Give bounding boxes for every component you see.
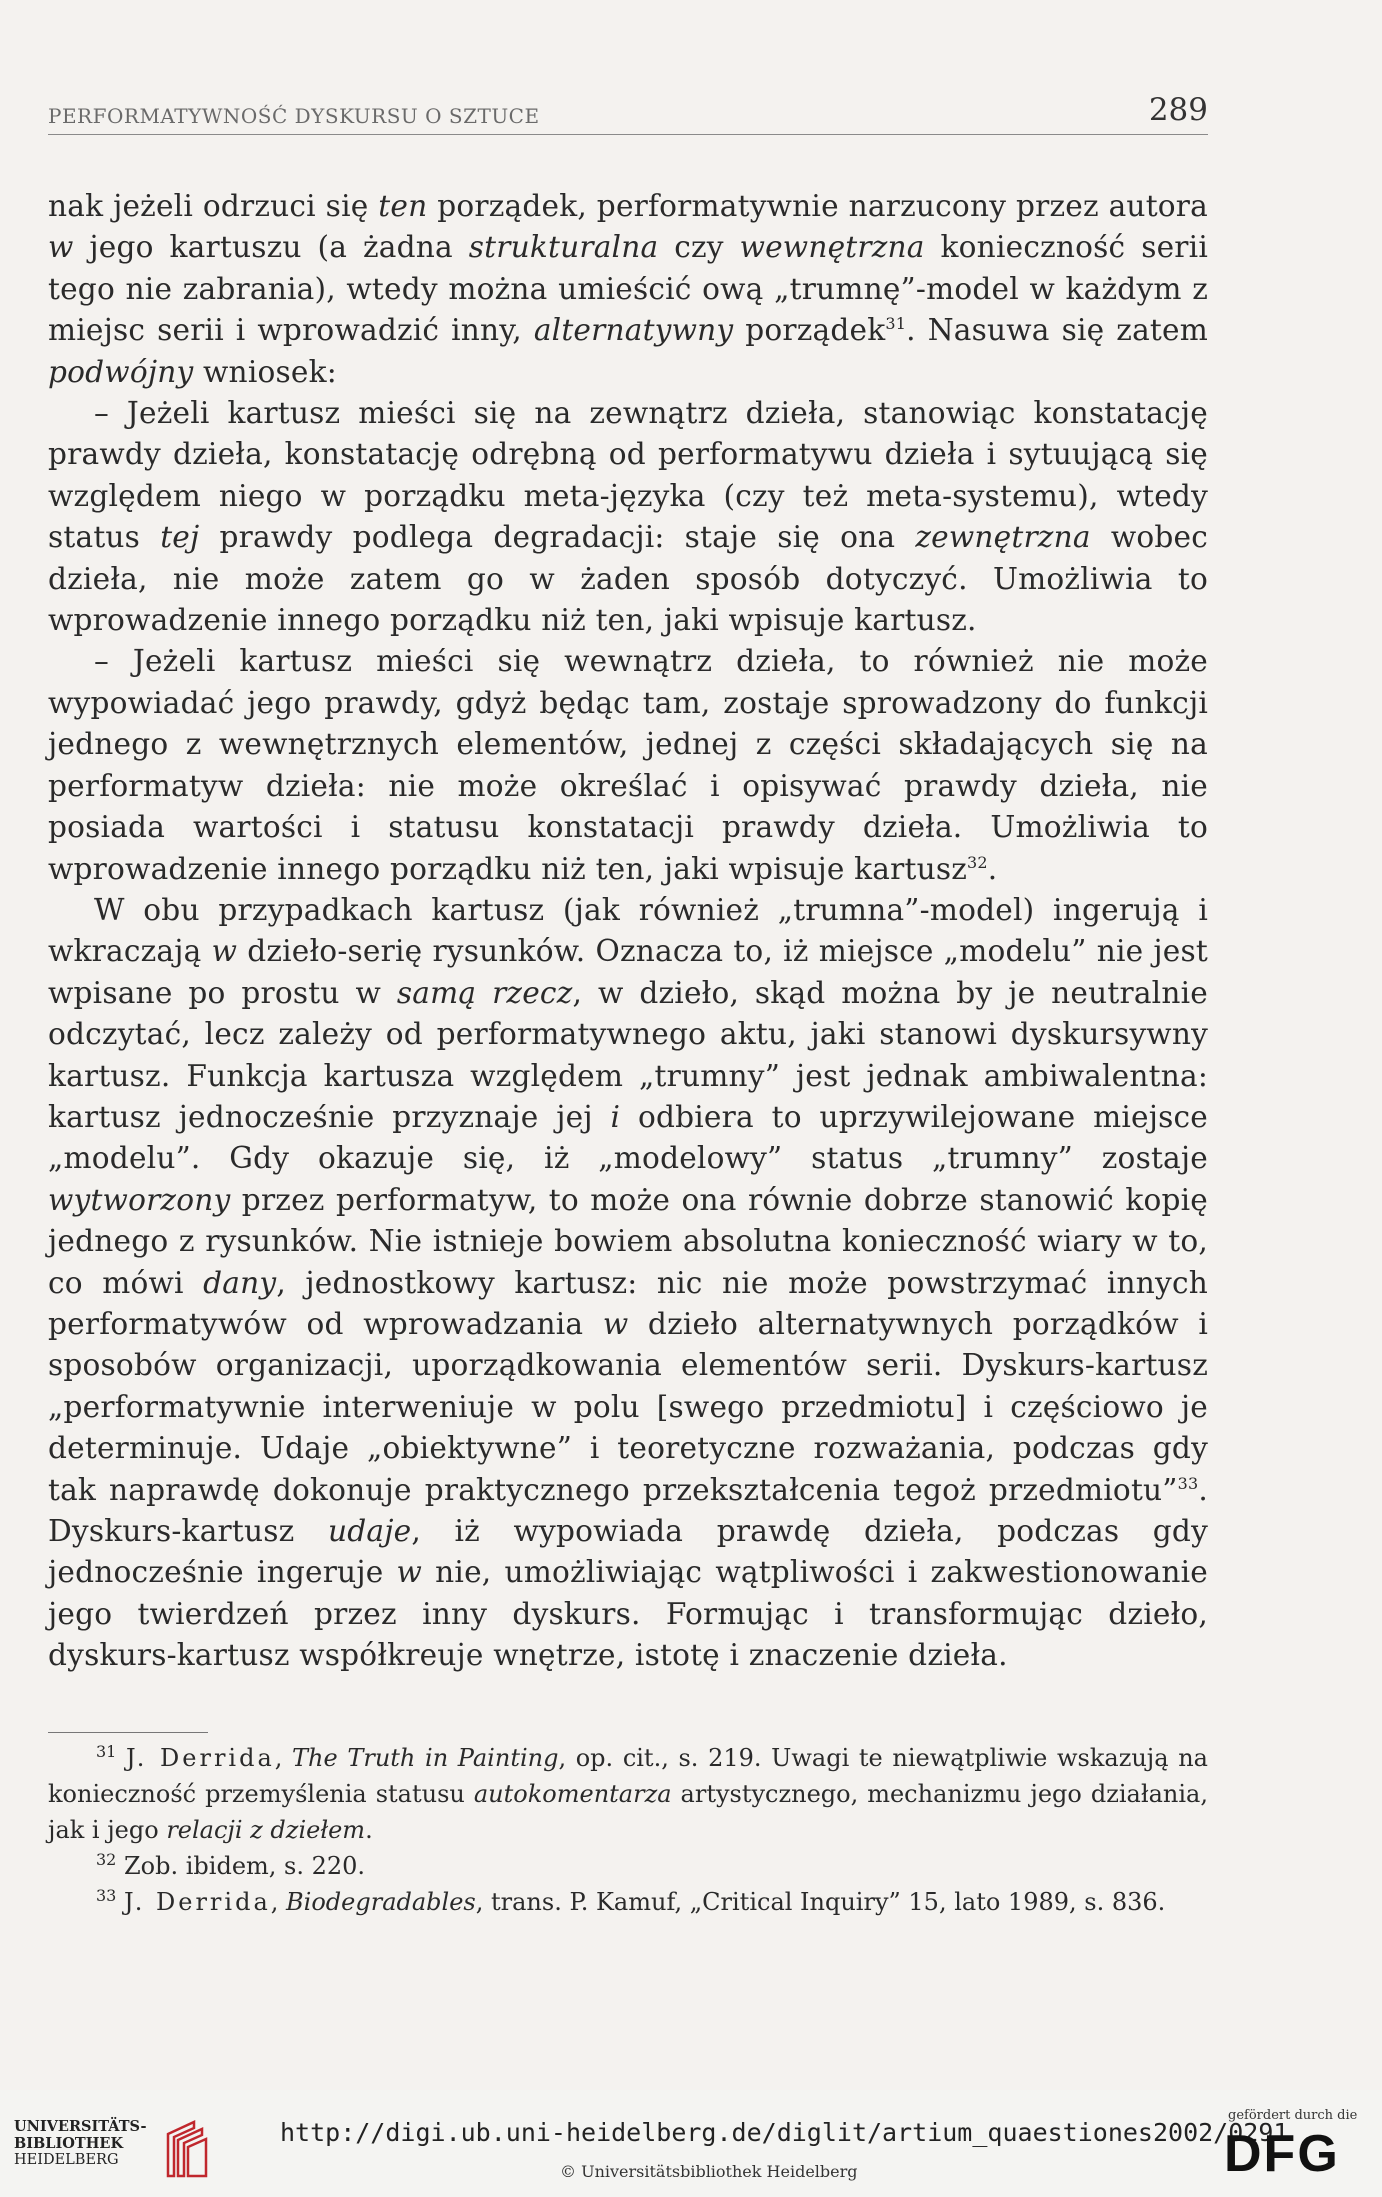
page-number: 289 <box>1148 92 1208 128</box>
library-name-line1: UNIVERSITÄTS- <box>14 2118 147 2135</box>
footnote-31: $^{31}$ J. Derrida, The Truth in Painting, op. cit., s. 219. Uwagi te niewątpliwie wskazują na konieczność przemyślenia statusu autokomentarza artystycznego, mechanizmu jego działania, jak i jego relacji z dziełem. <box>48 1742 1208 1844</box>
dfg-logo[interactable]: DFG <box>1224 2125 1340 2183</box>
library-name-line3: HEIDELBERG <box>14 2152 119 2168</box>
footnote-ref-32[interactable]: 32 <box>967 852 988 872</box>
copyright-notice: © Universitätsbibliothek Heidelberg <box>560 2162 858 2181</box>
library-emblem-icon <box>164 2120 208 2178</box>
library-name-line2: BIBLIOTHEK <box>14 2135 124 2152</box>
running-head <box>48 92 1208 135</box>
footnote-32: $^{32}$ Zob. ibidem, s. 220. <box>96 1850 366 1880</box>
permalink-url[interactable]: http://digi.ub.uni-heidelberg.de/diglit/artium_quaestiones2002/0291 <box>280 2118 1289 2147</box>
footnote-33: $^{33}$ J. Derrida, Biodegradables, trans. P. Kamuf, „Critical Inquiry” 15, lato 1989, s. 836. <box>96 1886 1166 1916</box>
running-title: PERFORMATYWNOŚĆ DYSKURSU O SZTUCE <box>48 104 540 128</box>
paragraph-3: – Jeżeli kartusz mieści się wewnątrz dzieła, to również nie może wypowiadać jego prawdy, gdyż będąc tam, zostaje sprowadzony do funkcji jednego z wewnętrznych elementów, jednej z części składających się na performatyw dzieła: nie może określać i opisywać prawdy dzieła, nie posiada wartości i statusu konstatacji prawdy dzieła. Umożliwia to wprowadzenie innego porządku niż ten, jaki wpisuje kartusz$^{32}$. <box>48 644 1208 886</box>
footnote-divider <box>48 1732 208 1733</box>
body-text <box>48 186 1208 1677</box>
footnotes <box>48 1740 1208 1920</box>
footnote-ref-31[interactable]: 31 <box>885 314 907 334</box>
paragraph-4: W obu przypadkach kartusz (jak również „trumna”-model) ingerują i wkraczają w dzieło-serię rysunków. Oznacza to, iż miejsce „modelu” nie jest wpisane po prostu w samą rzecz, w dzieło, skąd można by je neutralnie odczytać, lecz zależy od performatywnego aktu, jaki stanowi dyskursywny kartusz. Funkcja kartusza względem „trumny” jest jednak ambiwalentna: kartusz jednocześnie przyznaje jej i odbiera to uprzywilejowane miejsce „modelu”. Gdy okazuje się, iż „modelowy” status „trumny” zostaje wytworzony przez performatyw, to może ona równie dobrze stanowić kopię jednego z rysunków. Nie istnieje bowiem absolutna konieczność wiary w to, co mówi dany, jednostkowy kartusz: nic nie może powstrzymać innych performatywów od wprowadzania w dzieło alternatywnych porządków i sposobów organizacji, uporządkowania elementów serii. Dyskurs-kartusz „performatywnie interweniuje w polu [swego przedmiotu] i częściowo je determinuje. Udaje „obiektywne” i teoretyczne rozważania, podczas gdy tak naprawdę dokonuje praktycznego przekształcenia tegoż przedmiotu”$^{33}$. Dyskurs-kartusz udaje, iż wypowiada prawdę dzieła, podczas gdy jednocześnie ingeruje w nie, umożliwiając wątpliwości i zakwestionowanie jego twierdzeń przez inny dyskurs. Formując i transformując dzieło, dyskurs-kartusz współkreuje wnętrze, istotę i znaczenie dzieła. <box>48 892 1208 1673</box>
footnote-ref-33[interactable]: 33 <box>1177 1473 1199 1493</box>
paragraph-2: – Jeżeli kartusz mieści się na zewnątrz dzieła, stanowiąc konstatację prawdy dzieła, konstatację odrębną od performatywu dzieła i sytuującą się względem niego w porządku meta-języka (czy też meta-systemu), wtedy status tej prawdy podlega degradacji: staje się ona zewnętrzna wobec dzieła, nie może zatem go w żaden sposób dotyczyć. Umożliwia to wprowadzenie innego porządku niż ten, jaki wpisuje kartusz. <box>48 396 1209 638</box>
library-logo[interactable] <box>14 2118 214 2178</box>
dfg-caption: gefördert durch die <box>1228 2108 1358 2123</box>
paragraph-1: nak jeżeli odrzuci się ten porządek, performatywnie narzucony przez autora w jego kartuszu (a żadna strukturalna czy wewnętrzna konieczność serii tego nie zabrania), wtedy można umieścić ową „trumnę”-model w każdym z miejsc serii i wprowadzić inny, alternatywny porządek$^{31}$. Nasuwa się zatem podwójny wniosek: <box>48 189 1208 389</box>
